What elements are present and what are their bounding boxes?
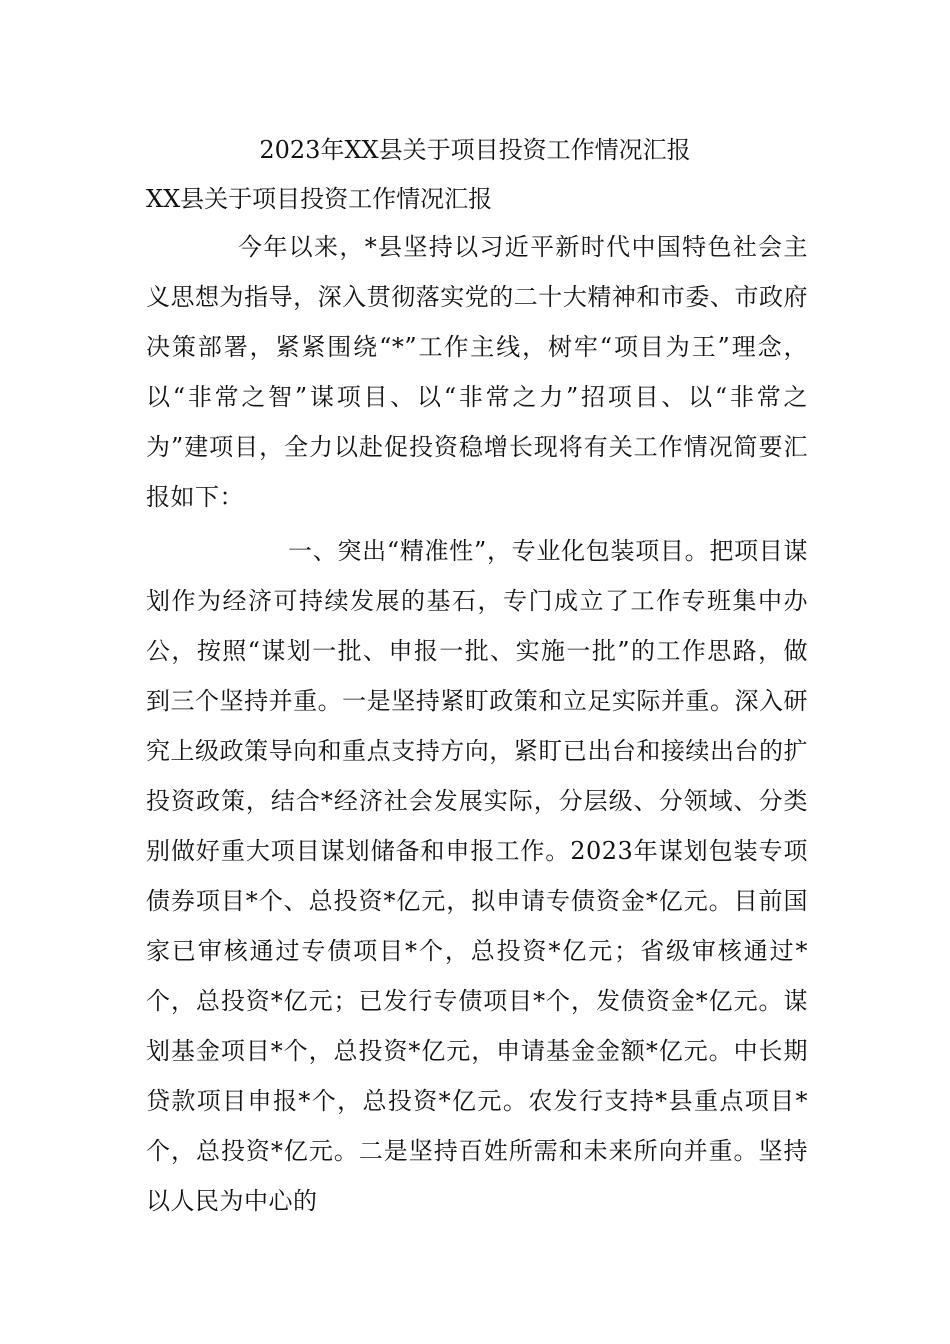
document-title: 2023年XX县关于项目投资工作情况汇报	[259, 136, 691, 164]
document-subtitle: XX县关于项目投资工作情况汇报	[146, 185, 493, 213]
paragraph-intro: 今年以来，*县坚持以习近平新时代中国特色社会主义思想为指导，深入贯彻落实党的二十大精神和市委、市政府决策部署，紧紧围绕“*”工作主线，树牢“项目为王”理念，以“非常之智”谋项目、以“非常之力”招项目、以“非常之为”建项目，全力以赴促投资稳增长现将有关工作情况简要汇报如下：	[146, 233, 808, 511]
paragraph-section-one: 一、突出“精准性”，专业化包装项目。把项目谋划作为经济可持续发展的基石，专门成立了工作专班集中办公，按照“谋划一批、申报一批、实施一批”的工作思路，做到三个坚持并重。一是坚持紧盯政策和立足实际并重。深入研究上级政策导向和重点支持方向，紧盯已出台和接续出台的扩投资政策，结合*经济社会发展实际，分层级、分领域、分类别做好重大项目谋划储备和申报工作。2023年谋划包装专项债券项目*个、总投资*亿元，拟申请专债资金*亿元。目前国家已审核通过专债项目*个，总投资*亿元；省级审核通过*个，总投资*亿元；已发行专债项目*个，发债资金*亿元。谋划基金项目*个，总投资*亿元，申请基金金额*亿元。中长期贷款项目申报*个，总投资*亿元。农发行支持*县重点项目*个，总投资*亿元。二是坚持百姓所需和未来所向并重。坚持以人民为中心的	[146, 537, 808, 1215]
